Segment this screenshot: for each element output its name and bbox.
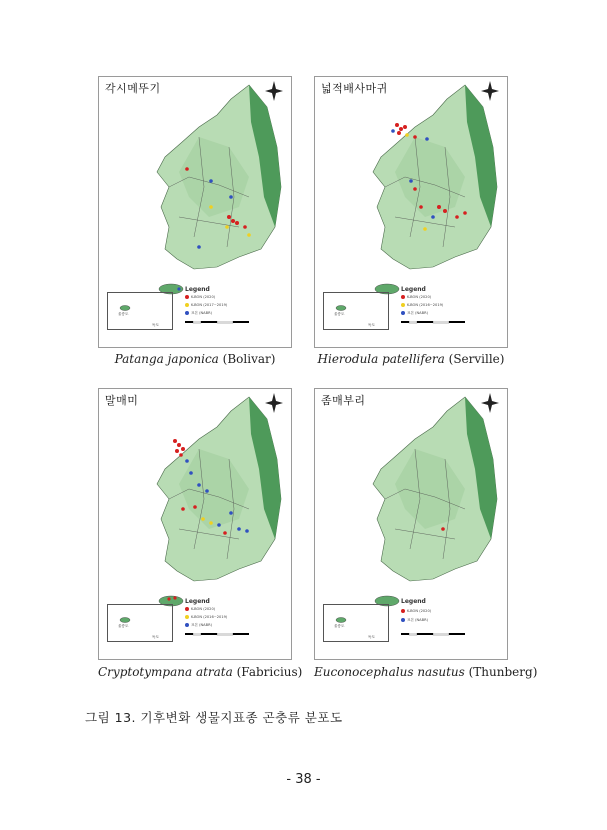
ulleungdo-shape bbox=[335, 305, 347, 311]
legend-dot-blue bbox=[185, 311, 189, 315]
legend-item: K-BON (2020) bbox=[407, 295, 431, 299]
caption-hierodula: Hierodula patellifera (Serville) bbox=[317, 352, 505, 366]
legend-dot-yellow bbox=[185, 303, 189, 307]
legend-dot-red bbox=[401, 295, 405, 299]
map-panel-patanga bbox=[98, 76, 292, 348]
page-number: - 38 - bbox=[286, 772, 321, 787]
legend-dot-red bbox=[401, 609, 405, 613]
panel-title: 넓적배사마귀 bbox=[321, 82, 388, 95]
panel-title: 각시메뚜기 bbox=[105, 82, 161, 95]
scale-bar bbox=[401, 321, 481, 330]
legend-item: K-BON (2020) bbox=[191, 295, 215, 299]
ulleungdo-shape bbox=[119, 305, 131, 311]
scale-bar bbox=[401, 633, 481, 642]
compass-rose-icon bbox=[265, 393, 283, 413]
inset-box: 울릉도 독도 bbox=[323, 604, 389, 642]
legend-item: 표본 (NABR) bbox=[191, 311, 212, 316]
panel-title: 말매미 bbox=[105, 394, 139, 407]
legend-item: 표본 (NABR) bbox=[191, 623, 212, 628]
compass-rose-icon bbox=[265, 81, 283, 101]
inset-box: 울릉도 독도 bbox=[107, 292, 173, 330]
occurrence-points bbox=[441, 527, 445, 531]
legend-title: Legend bbox=[401, 598, 426, 605]
legend-item: K-BON (2020) bbox=[191, 607, 215, 611]
caption-euconocephalus: Euconocephalus nasutus (Thunberg) bbox=[314, 665, 538, 679]
compass-rose-icon bbox=[481, 393, 499, 413]
legend-dot-blue bbox=[185, 623, 189, 627]
scale-bar bbox=[185, 633, 265, 642]
map-panel-hierodula bbox=[314, 76, 508, 348]
legend-item: 표본 (NABR) bbox=[407, 311, 428, 316]
ulleungdo-shape bbox=[335, 617, 347, 623]
legend-dot-red bbox=[185, 607, 189, 611]
scale-bar bbox=[185, 321, 265, 330]
legend-item: K-BON (2016~2019) bbox=[191, 615, 227, 619]
map-panel-cryptotympana bbox=[98, 388, 292, 660]
legend-title: Legend bbox=[185, 598, 210, 605]
map-panel-euconocephalus bbox=[314, 388, 508, 660]
caption-patanga: Patanga japonica (Bolivar) bbox=[114, 352, 276, 366]
legend-dot-blue bbox=[401, 311, 405, 315]
caption-cryptotympana: Cryptotympana atrata (Fabricius) bbox=[98, 665, 303, 679]
legend-dot-blue bbox=[401, 618, 405, 622]
legend-item: 표본 (NABR) bbox=[407, 618, 428, 623]
inset-box: 울릉도 독도 bbox=[323, 292, 389, 330]
ulleungdo-shape bbox=[119, 617, 131, 623]
panel-title: 좀매부리 bbox=[321, 394, 366, 407]
legend-dot-red bbox=[185, 295, 189, 299]
legend-title: Legend bbox=[401, 286, 426, 293]
figure-caption: 그림 13. 기후변화 생물지표종 곤충류 분포도 bbox=[85, 710, 343, 725]
legend-item: K-BON (2017~2019) bbox=[191, 303, 227, 307]
legend-item: K-BON (2020) bbox=[407, 609, 431, 613]
compass-rose-icon bbox=[481, 81, 499, 101]
legend-dot-yellow bbox=[401, 303, 405, 307]
legend-title: Legend bbox=[185, 286, 210, 293]
legend-item: K-BON (2016~2019) bbox=[407, 303, 443, 307]
legend-dot-yellow bbox=[185, 615, 189, 619]
inset-box: 울릉도 독도 bbox=[107, 604, 173, 642]
